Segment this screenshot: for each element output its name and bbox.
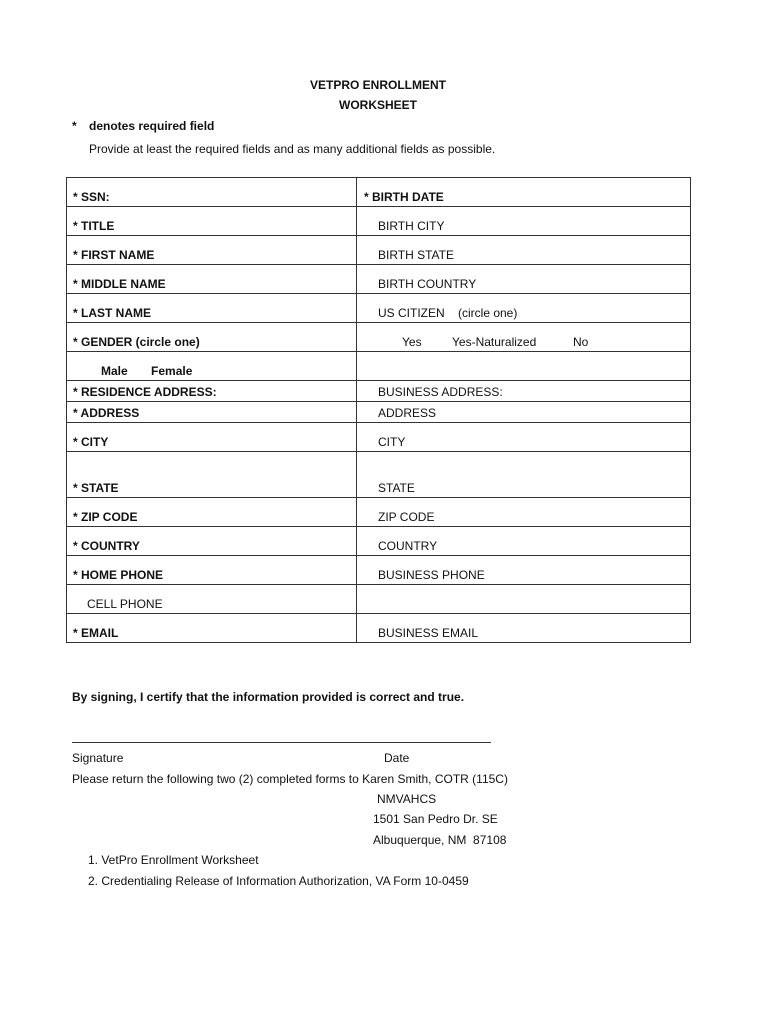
citizen-option-yes[interactable]: Yes — [402, 335, 422, 349]
table-row — [67, 585, 691, 614]
business-phone-field[interactable]: BUSINESS PHONE — [357, 556, 691, 585]
city-field[interactable]: * CITY — [67, 423, 357, 452]
table-row — [67, 236, 691, 265]
return-instructions: Please return the following two (2) completed forms to Karen Smith, COTR (115C) — [72, 772, 508, 786]
business-address-label: BUSINESS ADDRESS: — [357, 381, 691, 402]
middle-name-field[interactable]: * MIDDLE NAME — [67, 265, 357, 294]
ssn-field[interactable]: * SSN: — [67, 178, 357, 207]
first-name-field[interactable]: * FIRST NAME — [67, 236, 357, 265]
business-zip-code-field[interactable]: ZIP CODE — [357, 498, 691, 527]
business-address-field[interactable]: ADDRESS — [357, 402, 691, 423]
table-row — [67, 614, 691, 643]
page-title-line2: WORKSHEET — [339, 98, 417, 112]
page-title-line1: VETPRO ENROLLMENT — [309, 78, 446, 92]
residence-address-label: * RESIDENCE ADDRESS: — [67, 381, 357, 402]
signature-line[interactable] — [72, 742, 491, 743]
us-citizen-options — [357, 323, 691, 352]
title-field[interactable]: * TITLE — [67, 207, 357, 236]
cell-phone-field[interactable]: CELL PHONE — [67, 585, 357, 614]
table-row — [67, 178, 691, 207]
birth-state-field[interactable]: BIRTH STATE — [357, 236, 691, 265]
empty-cell — [357, 585, 691, 614]
birth-city-field[interactable]: BIRTH CITY — [357, 207, 691, 236]
business-state-field[interactable]: STATE — [357, 452, 691, 498]
table-row — [67, 207, 691, 236]
state-field[interactable]: * STATE — [67, 452, 357, 498]
signature-label: Signature — [72, 751, 124, 765]
address-field[interactable]: * ADDRESS — [67, 402, 357, 423]
required-note-star: * — [72, 119, 77, 133]
business-country-field[interactable]: COUNTRY — [357, 527, 691, 556]
table-row — [67, 556, 691, 585]
business-city-field[interactable]: CITY — [357, 423, 691, 452]
gender-option-male[interactable]: Male — [101, 364, 128, 378]
return-address-line2: 1501 San Pedro Dr. SE — [373, 812, 498, 826]
business-email-field[interactable]: BUSINESS EMAIL — [357, 614, 691, 643]
table-row — [67, 527, 691, 556]
table-row — [67, 423, 691, 452]
enrollment-form-table — [66, 177, 691, 643]
return-address-line1: NMVAHCS — [377, 792, 437, 806]
table-row — [67, 265, 691, 294]
list-item: 2. Credentialing Release of Information Authorization, VA Form 10-0459 — [88, 874, 469, 888]
gender-options — [67, 352, 357, 381]
table-row — [67, 323, 691, 352]
us-citizen-field[interactable]: US CITIZEN (circle one) — [357, 294, 691, 323]
date-label: Date — [384, 751, 410, 765]
table-row — [67, 352, 691, 381]
gender-option-female[interactable]: Female — [151, 364, 193, 378]
home-phone-field[interactable]: * HOME PHONE — [67, 556, 357, 585]
required-note: denotes required field — [89, 119, 215, 133]
citizen-option-yes-naturalized[interactable]: Yes-Naturalized — [452, 335, 537, 349]
last-name-field[interactable]: * LAST NAME — [67, 294, 357, 323]
zip-code-field[interactable]: * ZIP CODE — [67, 498, 357, 527]
list-item: 1. VetPro Enrollment Worksheet — [88, 853, 259, 867]
birth-country-field[interactable]: BIRTH COUNTRY — [357, 265, 691, 294]
table-row — [67, 294, 691, 323]
instruction-text: Provide at least the required fields and as many additional fields as possible. — [89, 142, 496, 156]
country-field[interactable]: * COUNTRY — [67, 527, 357, 556]
certification-text: By signing, I certify that the information provided is correct and true. — [72, 690, 465, 704]
citizen-option-no[interactable]: No — [573, 335, 589, 349]
empty-cell — [357, 352, 691, 381]
table-row — [67, 381, 691, 402]
return-address-line3: Albuquerque, NM 87108 — [373, 833, 507, 847]
table-row — [67, 452, 691, 498]
gender-field[interactable]: * GENDER (circle one) — [67, 323, 357, 352]
table-row — [67, 402, 691, 423]
email-field[interactable]: * EMAIL — [67, 614, 357, 643]
birth-date-field[interactable]: * BIRTH DATE — [357, 178, 691, 207]
table-row — [67, 498, 691, 527]
